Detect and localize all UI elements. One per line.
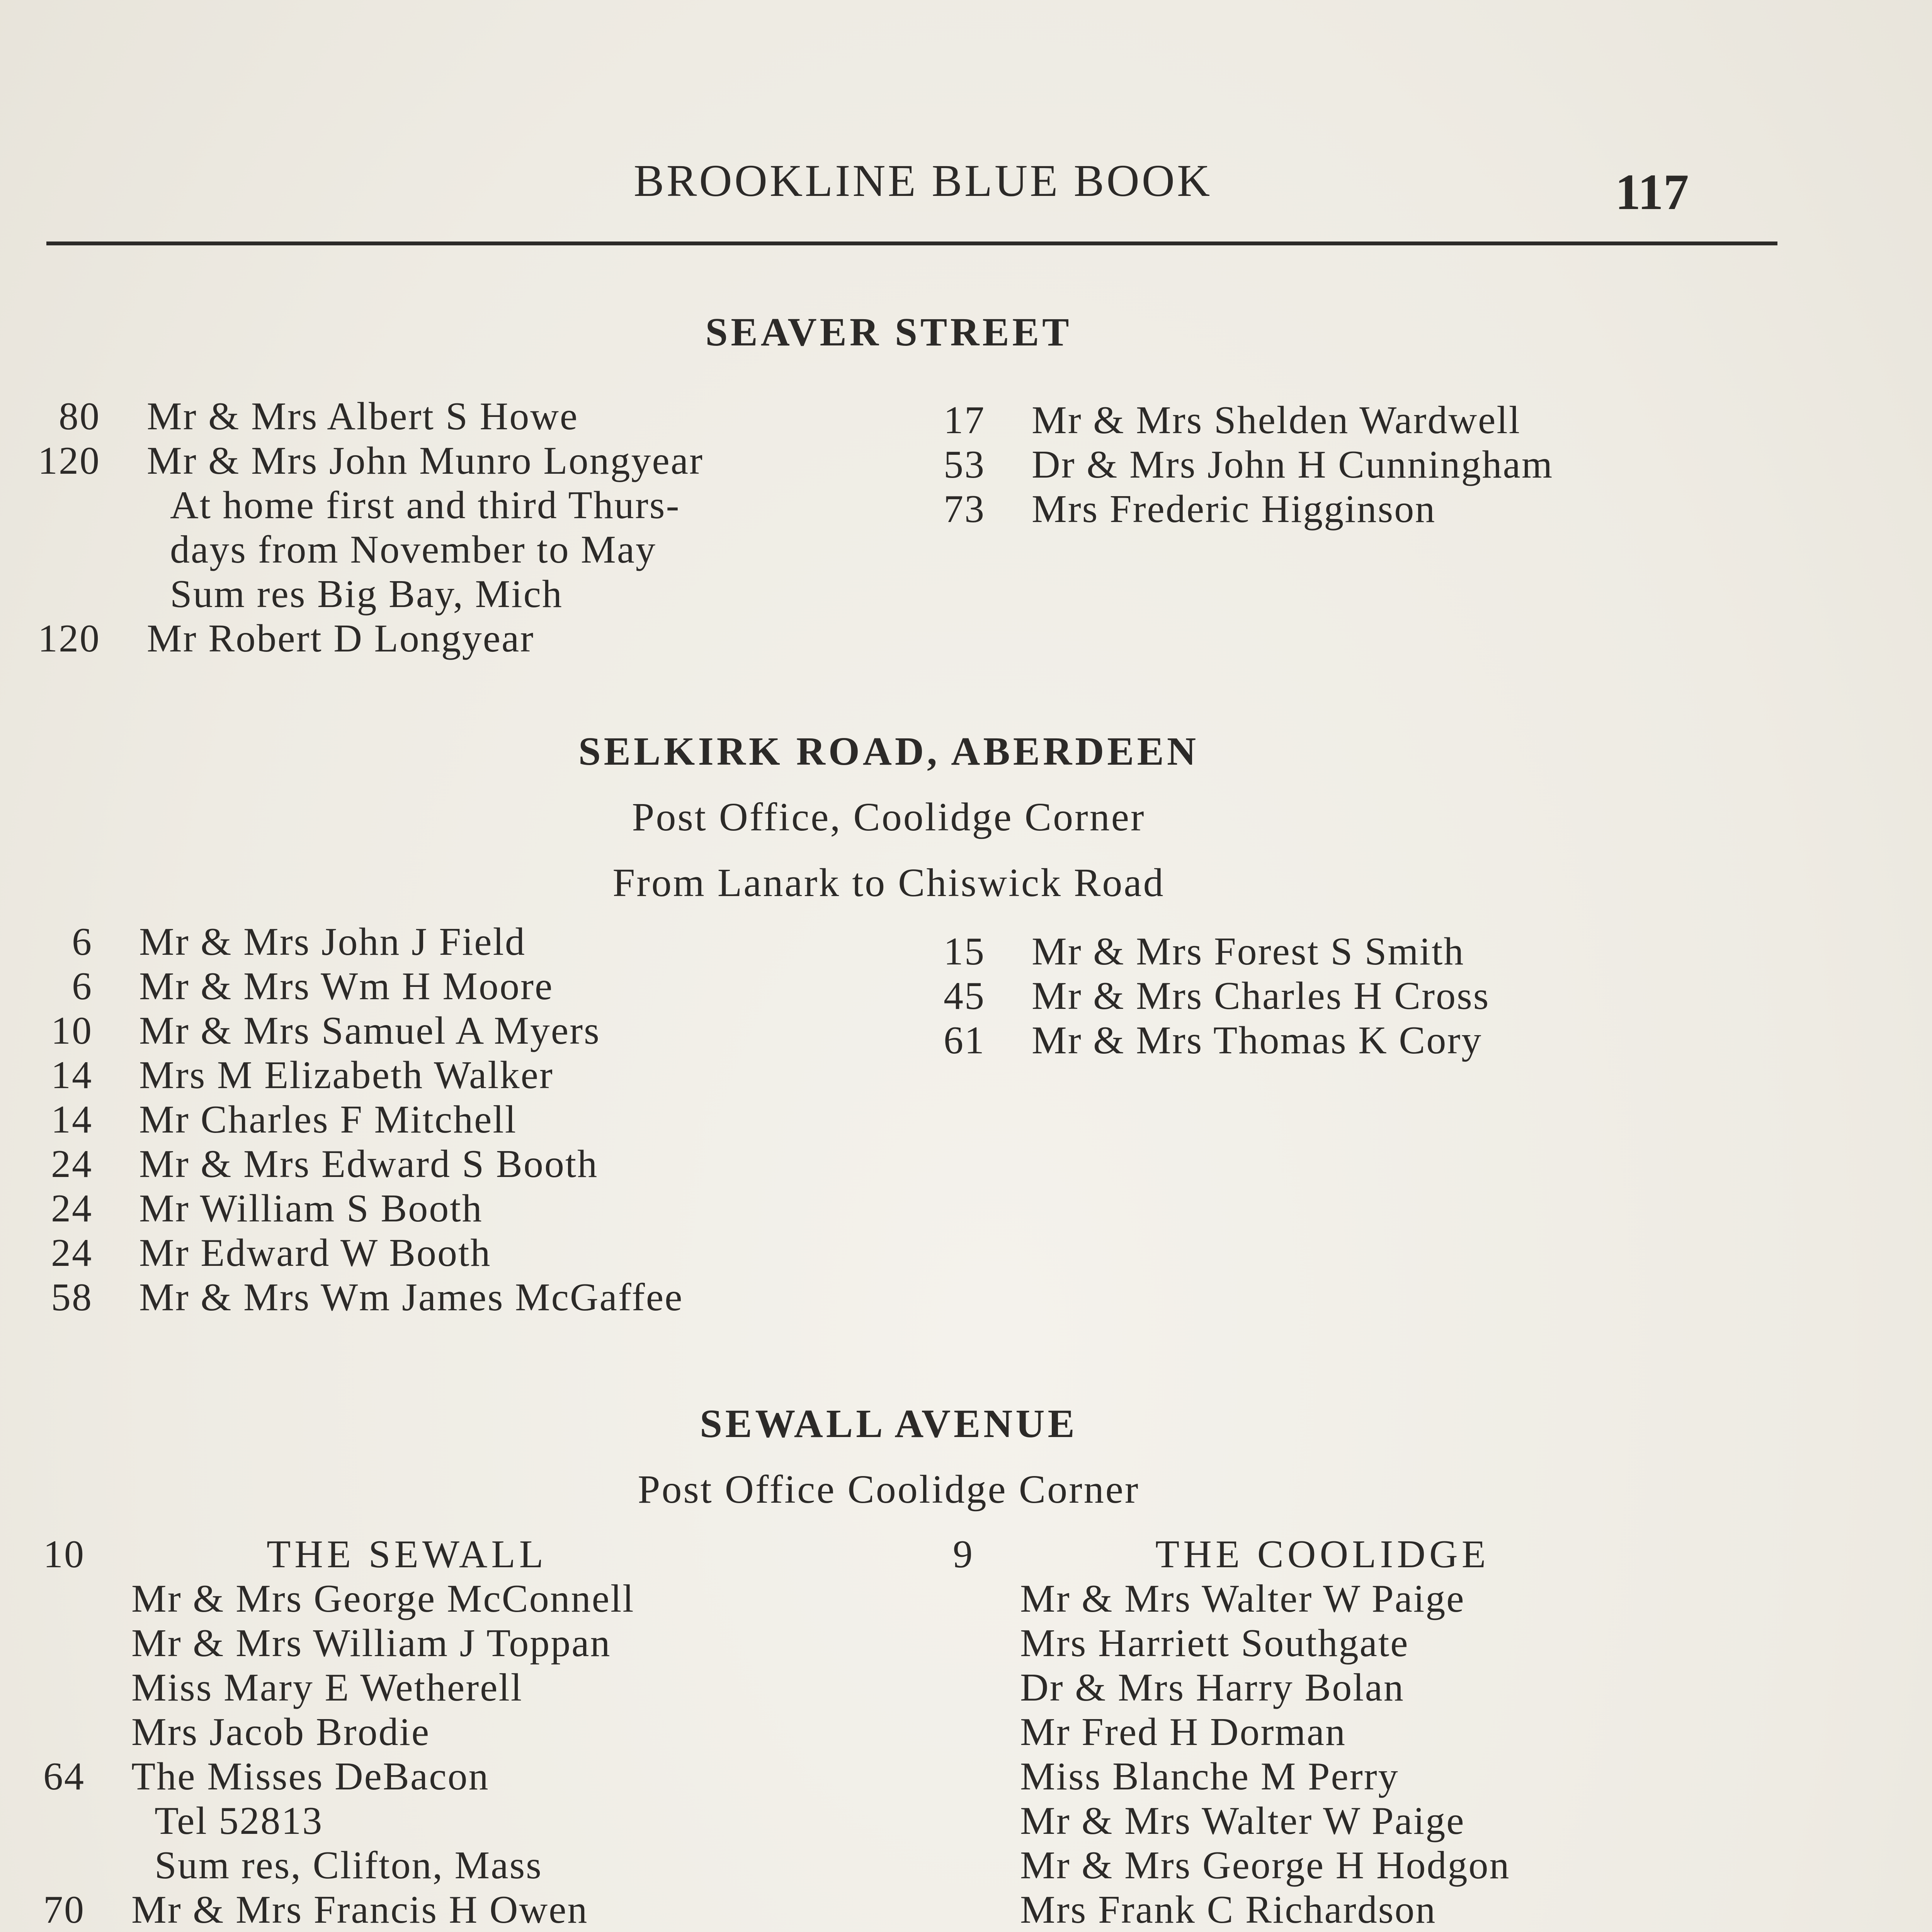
resident-note: days from November to May bbox=[170, 528, 657, 571]
resident-name: Mr & Mrs John J Field bbox=[139, 920, 526, 964]
house-number: 14 bbox=[51, 1098, 93, 1141]
house-number: 6 bbox=[72, 920, 93, 964]
house-number: 24 bbox=[51, 1142, 93, 1186]
building-name: THE SEWALL bbox=[267, 1532, 548, 1576]
house-number: 64 bbox=[43, 1755, 85, 1798]
resident-name: Miss Mary E Wetherell bbox=[131, 1666, 523, 1709]
house-number: 120 bbox=[38, 617, 100, 660]
resident-name: Mrs Frank C Richardson bbox=[1020, 1888, 1437, 1932]
page-number: 117 bbox=[1615, 163, 1689, 220]
house-number: 80 bbox=[59, 395, 100, 438]
resident-name: Mr William S Booth bbox=[139, 1187, 483, 1230]
resident-name: Mr & Mrs George McConnell bbox=[131, 1577, 635, 1621]
house-number: 70 bbox=[43, 1888, 85, 1932]
resident-name: Mr & Mrs Charles H Cross bbox=[1032, 974, 1490, 1018]
house-number: 15 bbox=[944, 930, 985, 973]
house-number: 24 bbox=[51, 1187, 93, 1230]
resident-name: Mr Edward W Booth bbox=[139, 1231, 492, 1275]
resident-name: Mr & Mrs Shelden Wardwell bbox=[1032, 398, 1521, 442]
house-number: 45 bbox=[944, 974, 985, 1018]
house-number: 61 bbox=[944, 1019, 985, 1062]
resident-note: Tel 52813 bbox=[155, 1799, 323, 1843]
resident-name: Dr & Mrs Harry Bolan bbox=[1020, 1666, 1405, 1709]
resident-name: Mr & Mrs William J Toppan bbox=[131, 1621, 611, 1665]
house-number: 9 bbox=[953, 1532, 974, 1576]
house-number: 58 bbox=[51, 1276, 93, 1319]
resident-name: Mrs Frederic Higginson bbox=[1032, 487, 1436, 531]
resident-name: Mr Robert D Longyear bbox=[147, 617, 535, 660]
house-number: 24 bbox=[51, 1231, 93, 1275]
resident-name: Mr & Mrs Forest S Smith bbox=[1032, 930, 1465, 973]
resident-name: Mr & Mrs Thomas K Cory bbox=[1032, 1019, 1483, 1062]
resident-name: Mr & Mrs Walter W Paige bbox=[1020, 1799, 1465, 1843]
house-number: 120 bbox=[38, 439, 100, 483]
resident-name: Mr & Mrs George H Hodgon bbox=[1020, 1844, 1510, 1887]
house-number: 17 bbox=[944, 398, 985, 442]
running-head: BROOKLINE BLUE BOOK bbox=[634, 155, 1213, 206]
section-title-selkirk-road: SELKIRK ROAD, ABERDEEN bbox=[578, 729, 1199, 774]
resident-name: Mr & Mrs Edward S Booth bbox=[139, 1142, 599, 1186]
house-number: 14 bbox=[51, 1053, 93, 1097]
section-title-sewall-avenue: SEWALL AVENUE bbox=[700, 1401, 1078, 1446]
resident-name: Mr & Mrs Samuel A Myers bbox=[139, 1009, 600, 1053]
house-number: 10 bbox=[43, 1532, 85, 1576]
resident-name: Miss Blanche M Perry bbox=[1020, 1755, 1399, 1798]
resident-note: Sum res Big Bay, Mich bbox=[170, 572, 563, 616]
resident-name: Mr & Mrs Wm H Moore bbox=[139, 964, 554, 1008]
resident-name: Mr & Mrs Walter W Paige bbox=[1020, 1577, 1465, 1621]
resident-name: Mr & Mrs Albert S Howe bbox=[147, 395, 579, 438]
section-title-seaver-street: SEAVER STREET bbox=[705, 310, 1072, 354]
resident-note: Sum res, Clifton, Mass bbox=[155, 1844, 543, 1887]
house-number: 73 bbox=[944, 487, 985, 531]
house-number: 53 bbox=[944, 443, 985, 486]
section-subtitle: From Lanark to Chiswick Road bbox=[612, 861, 1165, 905]
resident-name: The Misses DeBacon bbox=[131, 1755, 490, 1798]
resident-name: Mr & Mrs Francis H Owen bbox=[131, 1888, 588, 1932]
header-rule bbox=[46, 242, 1777, 245]
building-name: THE COOLIDGE bbox=[1155, 1532, 1490, 1576]
resident-note: At home first and third Thurs- bbox=[170, 483, 680, 527]
section-subtitle: Post Office, Coolidge Corner bbox=[632, 795, 1146, 839]
resident-name: Mr & Mrs John Munro Longyear bbox=[147, 439, 704, 483]
resident-name: Mrs M Elizabeth Walker bbox=[139, 1053, 554, 1097]
resident-name: Dr & Mrs John H Cunningham bbox=[1032, 443, 1554, 486]
resident-name: Mrs Jacob Brodie bbox=[131, 1710, 430, 1754]
resident-name: Mr Charles F Mitchell bbox=[139, 1098, 517, 1141]
resident-name: Mr Fred H Dorman bbox=[1020, 1710, 1347, 1754]
resident-name: Mrs Harriett Southgate bbox=[1020, 1621, 1409, 1665]
resident-name: Mr & Mrs Wm James McGaffee bbox=[139, 1276, 684, 1319]
house-number: 10 bbox=[51, 1009, 93, 1053]
section-subtitle: Post Office Coolidge Corner bbox=[638, 1467, 1140, 1512]
house-number: 6 bbox=[72, 964, 93, 1008]
